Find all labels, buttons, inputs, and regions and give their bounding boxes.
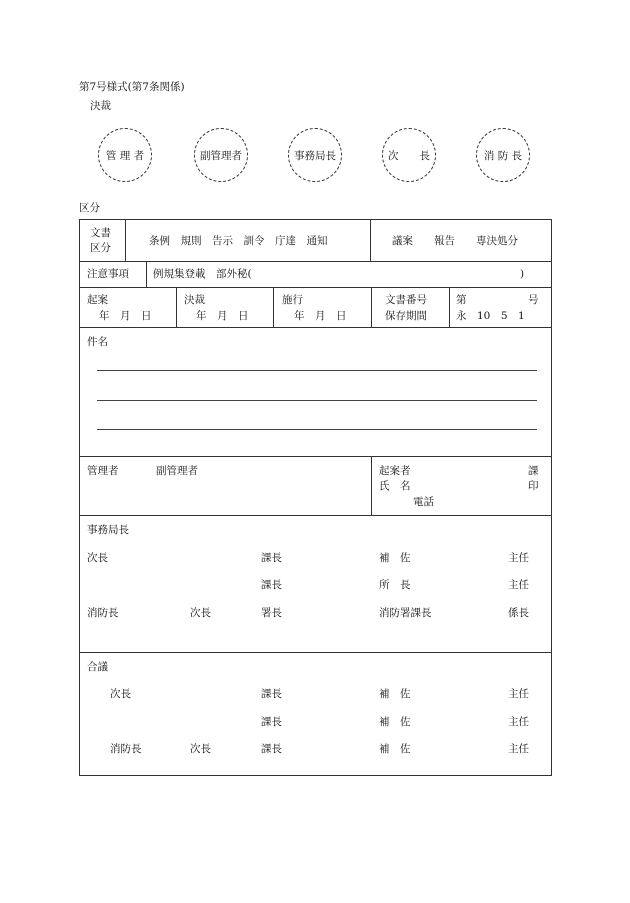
- shobocho-label: 消防長: [87, 607, 119, 619]
- hosa-label: 補 佐: [379, 743, 411, 755]
- shobosho-kacho-label: 消防署課長: [379, 607, 432, 619]
- stamp-label: 次 長: [388, 149, 430, 162]
- shunin-label: 主任: [508, 716, 529, 728]
- row-divider: [80, 652, 551, 653]
- bunsho-label-1: 文書: [90, 227, 111, 239]
- kakaricho-label: 係長: [508, 607, 529, 619]
- denwa-label: 電話: [413, 496, 434, 508]
- col-divider: [176, 287, 177, 327]
- col-divider: [273, 287, 274, 327]
- stamp-kanrisha: [98, 128, 152, 182]
- stamp-label: 副管理者: [200, 149, 242, 162]
- jimukyoku-header: 事務局長: [87, 524, 129, 536]
- shocho2-label: 署長: [261, 607, 282, 619]
- col-divider: [371, 456, 372, 515]
- stamp-jimukyokucho: [288, 128, 342, 182]
- bunsho-label-2: 区分: [90, 242, 111, 254]
- kian-ymd: 年 月 日: [99, 310, 152, 322]
- kacho-label: 課長: [261, 688, 282, 700]
- hosa-label: 補 佐: [379, 716, 411, 728]
- kessai-ymd: 年 月 日: [196, 310, 249, 322]
- kacho-label: 課長: [261, 743, 282, 755]
- chui-close: ): [520, 268, 525, 280]
- gogi-header: 合議: [87, 661, 108, 673]
- subject-line: [97, 400, 537, 401]
- shunin-label: 主任: [508, 552, 529, 564]
- subject-line: [97, 370, 537, 371]
- ka-label: 課: [528, 465, 539, 477]
- form-title: 第7号様式(第7条関係): [79, 81, 185, 93]
- stamp-label: 事務局長: [294, 149, 336, 162]
- stamp-fuku-kanrisha: [194, 128, 248, 182]
- col-divider: [146, 261, 147, 287]
- dai-label: 第: [456, 294, 467, 306]
- kessai-label: 決裁: [90, 100, 111, 112]
- hosa-label: 補 佐: [379, 552, 411, 564]
- kacho-label: 課長: [261, 716, 282, 728]
- stamp-shobocho: [476, 128, 530, 182]
- in-label: 印: [528, 480, 539, 492]
- bunsho-bango-label: 文書番号: [385, 294, 427, 306]
- kiansha-label: 起案者: [379, 465, 411, 477]
- subject-line: [97, 429, 537, 430]
- shiko-ymd: 年 月 日: [294, 310, 347, 322]
- shunin-label: 主任: [508, 743, 529, 755]
- stamp-jicho: [382, 128, 436, 182]
- chui-label: 注意事項: [87, 268, 129, 280]
- jicho-label: 次長: [190, 743, 211, 755]
- go-label: 号: [528, 294, 539, 306]
- kian-label: 起案: [87, 294, 108, 306]
- hozon-kikan-label: 保存期間: [385, 310, 427, 322]
- kubun-label: 区分: [79, 202, 100, 214]
- row-divider: [80, 261, 551, 262]
- document-types-2: 議案 報告 専決処分: [392, 235, 518, 247]
- kessai-date-label: 決裁: [184, 294, 205, 306]
- kenmei-label: 件名: [87, 336, 108, 348]
- kanrisha-label: 管理者: [87, 465, 119, 477]
- document-types: 条例 規則 告示 訓令 庁達 通知: [149, 235, 328, 247]
- kacho-label: 課長: [261, 552, 282, 564]
- col-divider: [449, 287, 450, 327]
- document-form: [79, 219, 552, 776]
- chui-content: 例規集登載 部外秘(: [153, 268, 252, 280]
- shunin-label: 主任: [508, 579, 529, 591]
- col-divider: [371, 287, 372, 327]
- shunin-label: 主任: [508, 688, 529, 700]
- retention-values: 永 10 5 1: [456, 310, 525, 322]
- shimei-label: 氏 名: [379, 480, 411, 492]
- fuku-kanrisha-label: 副管理者: [156, 465, 198, 477]
- row-divider: [80, 515, 551, 516]
- jicho-label: 次長: [190, 607, 211, 619]
- hosa-label: 補 佐: [379, 688, 411, 700]
- stamp-label: 消 防 長: [483, 149, 523, 162]
- shiko-label: 施行: [282, 294, 303, 306]
- row-divider: [80, 287, 551, 288]
- shocho-label: 所 長: [379, 579, 411, 591]
- col-divider: [125, 220, 126, 261]
- col-divider: [370, 220, 371, 261]
- stamp-label: 管 理 者: [105, 149, 145, 162]
- shobocho-label: 消防長: [110, 743, 142, 755]
- row-divider: [80, 456, 551, 457]
- kacho-label: 課長: [261, 579, 282, 591]
- jicho-label: 次長: [110, 688, 131, 700]
- jicho-label: 次長: [87, 552, 108, 564]
- row-divider: [80, 327, 551, 328]
